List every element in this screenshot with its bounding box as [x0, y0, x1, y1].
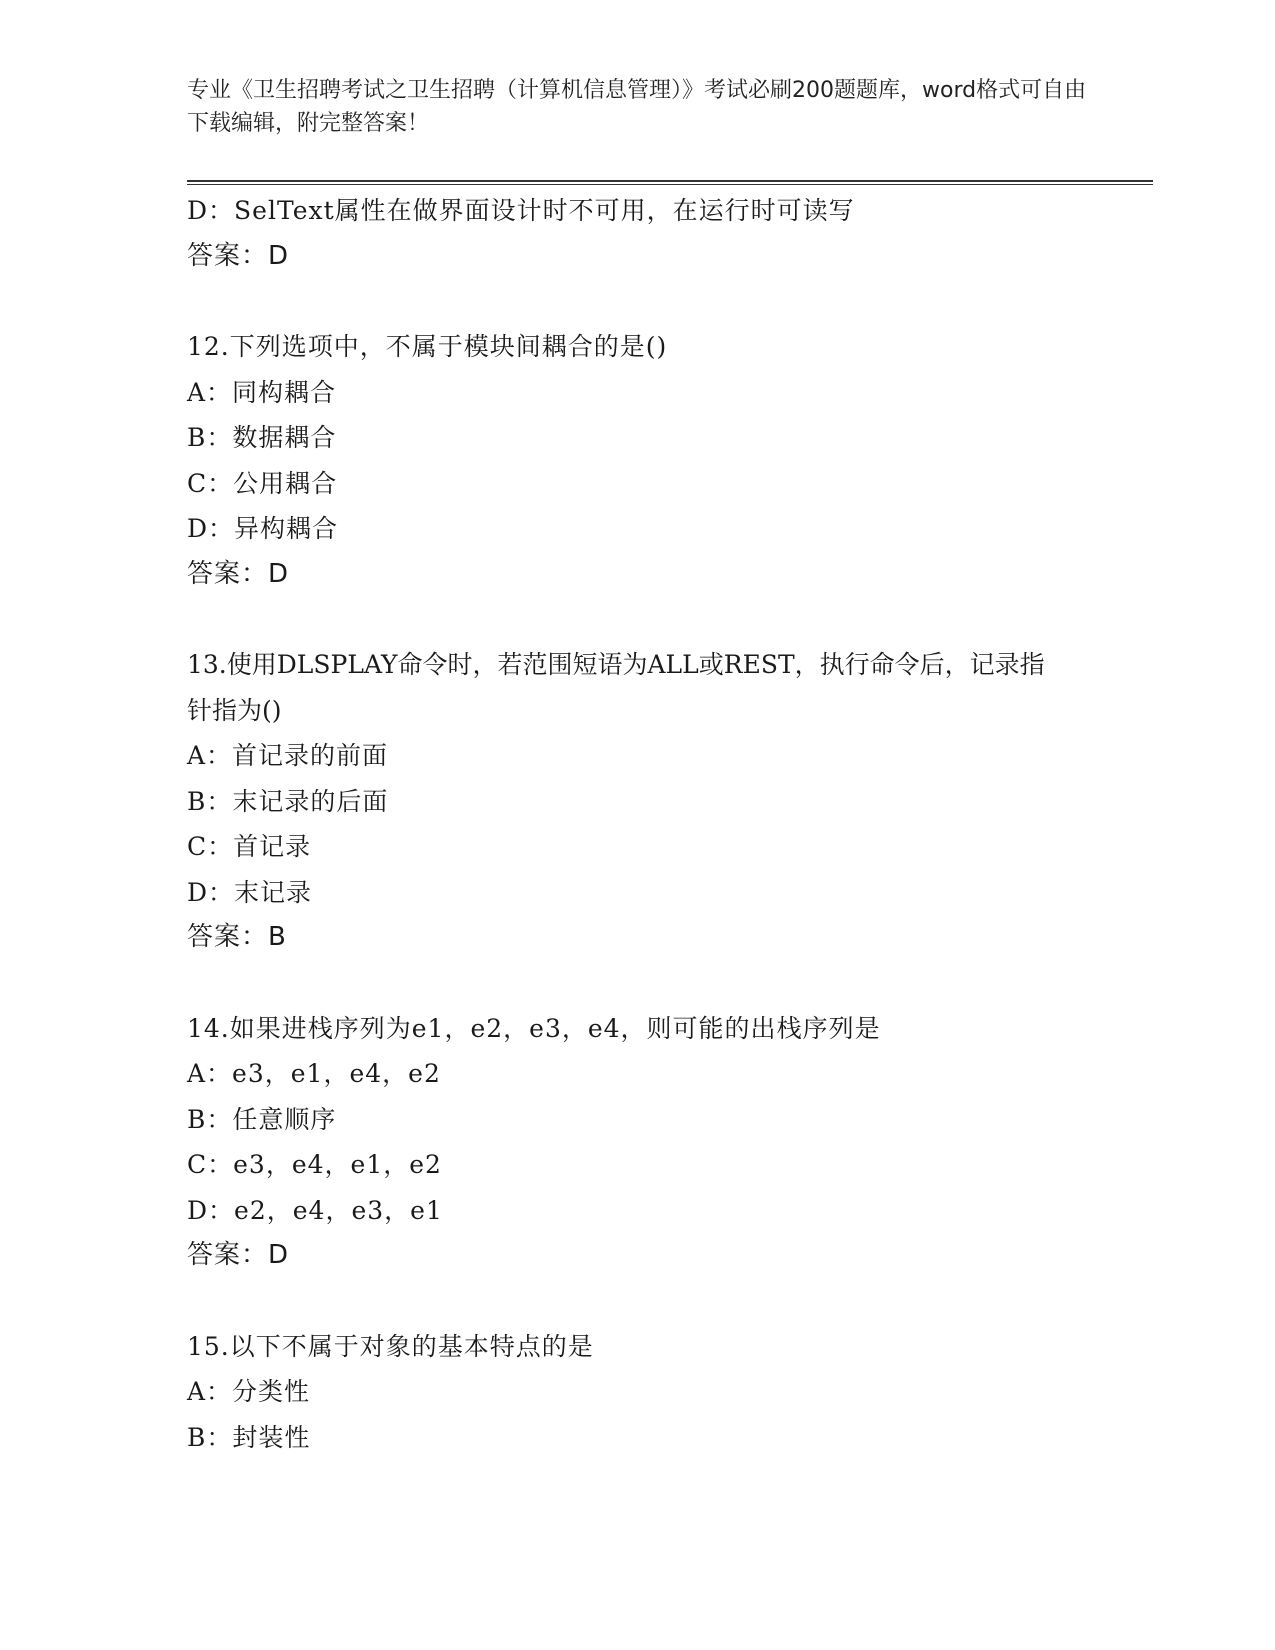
option-b: B：数据耦合: [187, 423, 337, 452]
document-header: 专业《卫生招聘考试之卫生招聘（计算机信息管理）》考试必刷200题题库，word格式可自由下载编辑，附完整答案！: [187, 78, 1087, 136]
option-b: B：末记录的后面: [187, 786, 389, 816]
spacer: [187, 961, 1153, 1006]
option-a: A：分类性: [187, 1377, 311, 1406]
question-11-tail: [187, 188, 1153, 279]
spacer: [187, 1279, 1153, 1324]
spacer: [187, 597, 1153, 642]
question-text: 13.使用DLSPLAY命令时，若范围短语为ALL或REST，执行命令后，记录指针指为(): [187, 650, 1045, 725]
option-d: D：e2，e4，e3，e1: [187, 1195, 443, 1225]
option-c: C：e3，e4，e1，e2: [187, 1150, 442, 1179]
question-text: 14.如果进栈序列为e1，e2，e3，e4，则可能的出栈序列是: [187, 1013, 881, 1043]
question-list: [187, 188, 1153, 1460]
question-14: [187, 1006, 1153, 1279]
option-d: D：异构耦合: [187, 514, 339, 543]
header-divider: [187, 180, 1153, 185]
question-text: 12.下列选项中，不属于模块间耦合的是(): [187, 332, 668, 361]
spacer: [187, 279, 1153, 324]
question-12: [187, 324, 1153, 597]
question-text: 15.以下不属于对象的基本特点的是: [187, 1331, 594, 1361]
option-d: D：末记录: [187, 877, 313, 907]
option-a: A：同构耦合: [187, 377, 337, 407]
option-c: C：公用耦合: [187, 468, 338, 498]
option-b: B：任意顺序: [187, 1104, 337, 1134]
question-15: [187, 1324, 1153, 1461]
option-c: C：首记录: [187, 832, 312, 861]
answer: 答案：D: [187, 240, 290, 271]
option-a: A：e3，e1，e4，e2: [187, 1059, 441, 1088]
question-13: [187, 642, 1153, 961]
option-d: D：SelText属性在做界面设计时不可用，在运行时可读写: [187, 196, 855, 225]
answer: 答案：B: [187, 922, 287, 952]
option-a: A：首记录的前面: [187, 741, 389, 770]
option-b: B：封装性: [187, 1422, 311, 1452]
answer: 答案：D: [187, 558, 290, 589]
answer: 答案：D: [187, 1240, 290, 1270]
